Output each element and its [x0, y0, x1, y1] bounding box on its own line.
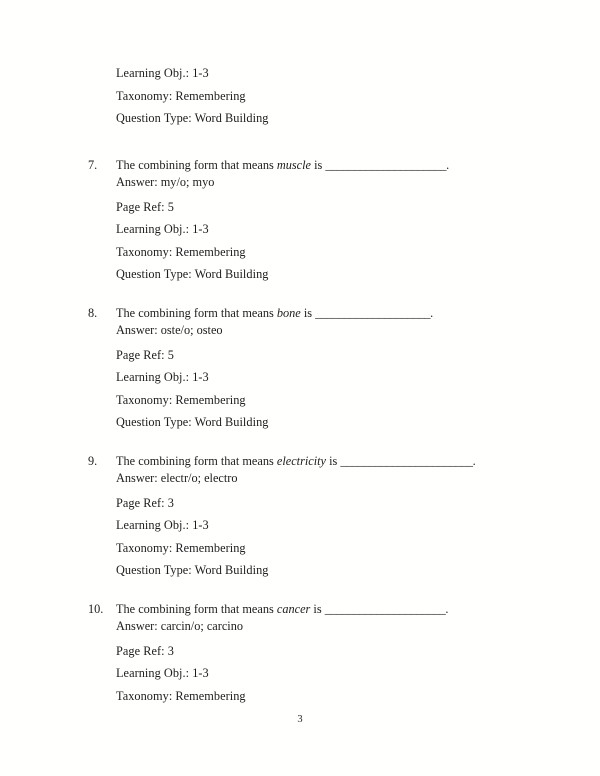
- meta-line: Taxonomy: Remembering: [116, 392, 246, 407]
- stem-term: electricity: [276, 454, 327, 468]
- answer-blank: _____________________: [324, 602, 446, 616]
- meta-line: Learning Obj.: 1-3: [116, 666, 209, 681]
- meta-line: Learning Obj.: 1-3: [116, 370, 209, 385]
- answer-line: Answer: electr/o; electro: [116, 470, 238, 485]
- stem-prefix: The combining form that means: [116, 454, 277, 468]
- meta-line: Taxonomy: Remembering: [116, 540, 246, 555]
- stem-prefix: The combining form that means: [116, 602, 277, 616]
- question-metadata: [0, 634, 600, 708]
- stem-suffix: is: [300, 306, 316, 320]
- meta-line: Taxonomy: Remembering: [116, 688, 246, 703]
- answer-line: Answer: my/o; myo: [116, 174, 215, 189]
- question-stem: [0, 454, 600, 470]
- question-stem: [0, 306, 600, 322]
- continued-question-block: [0, 62, 600, 130]
- stem-suffix: is: [326, 454, 341, 468]
- question-number: 10.: [88, 602, 104, 616]
- question-block: [0, 602, 600, 707]
- meta-line: Learning Obj.: 1-3: [116, 66, 209, 80]
- meta-line: Question Type: Word Building: [116, 267, 269, 282]
- meta-line: Taxonomy: Remembering: [116, 244, 246, 259]
- question-metadata: [0, 486, 600, 582]
- question-stem: [0, 602, 600, 618]
- stem-term: bone: [276, 306, 301, 320]
- stem-end: .: [445, 602, 449, 616]
- meta-line: Page Ref: 5: [116, 199, 174, 214]
- meta-line: Page Ref: 5: [116, 347, 174, 362]
- meta-line: Page Ref: 3: [116, 495, 174, 510]
- question-stem: [0, 158, 600, 174]
- stem-prefix: The combining form that means: [116, 306, 277, 320]
- question-number: 7.: [88, 158, 98, 172]
- stem-end: .: [430, 306, 434, 320]
- question-metadata: [0, 338, 600, 434]
- answer-line: Answer: carcin/o; carcino: [116, 618, 244, 633]
- meta-line: Learning Obj.: 1-3: [116, 518, 209, 533]
- question-metadata: [0, 190, 600, 286]
- stem-prefix: The combining form that means: [116, 158, 277, 172]
- question-block: [0, 158, 600, 286]
- meta-line: Taxonomy: Remembering: [116, 88, 246, 103]
- stem-suffix: is: [310, 602, 325, 616]
- question-number: 8.: [88, 306, 98, 320]
- stem-term: cancer: [276, 602, 311, 616]
- meta-line: Question Type: Word Building: [116, 111, 269, 126]
- answer-blank: _______________________: [340, 454, 473, 468]
- stem-end: .: [446, 158, 450, 172]
- stem-suffix: is: [311, 158, 326, 172]
- meta-line: Page Ref: 3: [116, 643, 174, 658]
- stem-end: .: [472, 454, 476, 468]
- answer-blank: ____________________: [315, 306, 431, 320]
- meta-line: Question Type: Word Building: [116, 415, 269, 430]
- page-number: 3: [297, 714, 303, 725]
- question-number: 9.: [88, 454, 98, 468]
- question-block: [0, 454, 600, 582]
- meta-line: Learning Obj.: 1-3: [116, 222, 209, 237]
- stem-term: muscle: [276, 158, 312, 172]
- meta-line: Question Type: Word Building: [116, 563, 269, 578]
- answer-blank: _____________________: [325, 158, 447, 172]
- question-block: [0, 306, 600, 434]
- answer-line: Answer: oste/o; osteo: [116, 322, 223, 337]
